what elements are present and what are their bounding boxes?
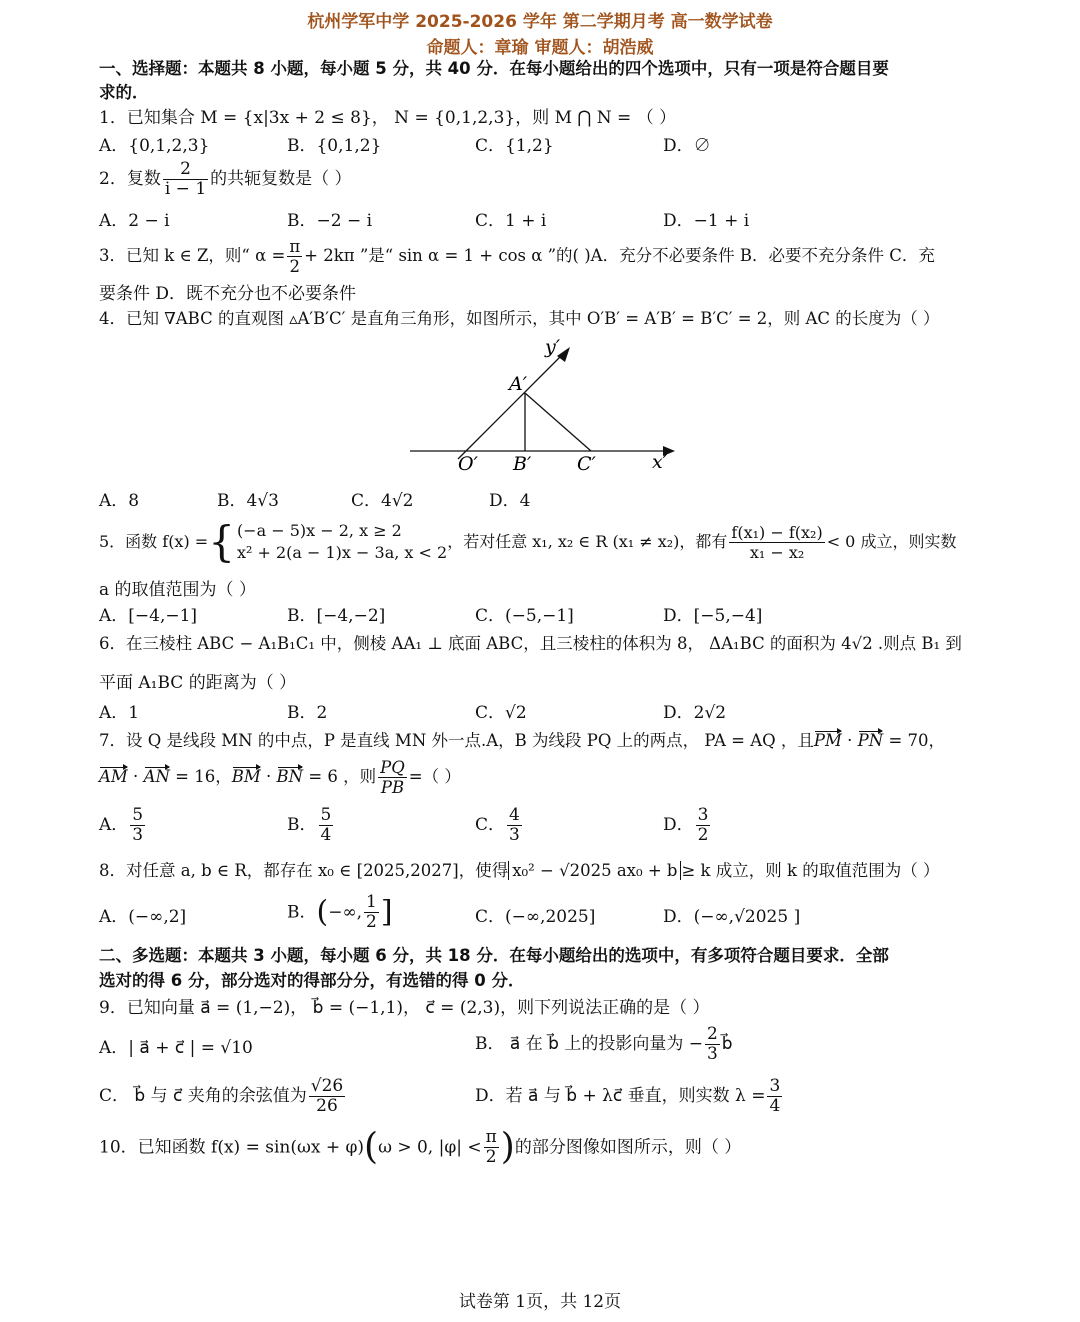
label-y: y′ [545,336,561,358]
q7-option-b [287,806,335,845]
q7-option-c [475,806,524,845]
q8-option-b-num: 1 [366,892,377,912]
q4-stem: 4．已知 ∇ABC 的直观图 ▵A′B′C′ 是直角三角形，如图所示，其中 O′B′ = A′B′ = B′C′ = 2，则 AC 的长度为（ ） [99,309,940,328]
q8-option-b-den: 2 [366,912,377,932]
q8-option-b-fraction [364,893,379,932]
q2-option-c: C．1 + i [475,211,547,231]
q7-option-b-fraction [319,806,334,845]
q3-fraction [287,237,302,276]
left-brace-icon: { [208,517,235,566]
q2-option-a: A．2 − i [99,211,170,231]
q4-option-c: C．4√2 [351,491,414,511]
q9-option-d-pre: D．若 a⃗ 与 b⃗ + λc⃗ 垂直，则实数 λ = [475,1086,766,1106]
q10-condition-num: π [485,1127,497,1147]
label-b: B′ [513,453,532,475]
vector-pn: PN [857,731,884,750]
section1-heading: 一、选择题：本题共 8 小题，每小题 5 分，共 40 分．在每小题给出的四个选项中，只有一项是符合题目要 [99,59,889,78]
q8-option-a: A．(−∞,2] [99,907,187,927]
q9-option-d-num: 3 [769,1076,781,1096]
q9-option-b-fraction [705,1025,720,1064]
q7-fraction [378,758,407,797]
q2-stem-post: 的共轭复数是（ ） [210,169,352,189]
q9-option-b-num: 2 [706,1024,718,1044]
q7-option-d [663,806,712,845]
q7-eq1: = 70， [883,731,946,750]
q5-piecewise [237,520,447,564]
q2-option-b: B．−2 − i [287,211,373,231]
q7-stem-line1: 7．设 Q 是线段 MN 的中点，P 是直线 MN 外一点.A，B 为线段 PQ 上的两点， PA = AQ ，且 [99,731,814,750]
q5-fraction [729,523,824,562]
q6-option-a: A．1 [99,703,140,723]
q2-option-d: D．−1 + i [663,211,750,231]
q9-option-c-num: √26 [310,1076,344,1096]
q1-option-b: B．{0,1,2} [287,136,382,156]
dot-operator: · [841,731,858,750]
q1-option-a: A．{0,1,2,3} [99,136,210,156]
q5-option-d: D．[−5,−4] [663,606,763,626]
left-paren-icon: ( [316,894,329,930]
q7-option-c-label: C． [475,815,506,835]
q7-option-a-fraction [130,806,145,845]
q7-option-a-label: A． [99,815,129,835]
vector-am: AM [99,767,128,786]
segment-a-c [525,393,591,451]
q5-piece-2: x² + 2(a − 1)x − 3a, x < 2 [236,543,448,562]
label-o: O′ [458,453,478,475]
q9-option-b-pre: B． a⃗ 在 b⃗ 上的投影向量为 − [475,1034,703,1054]
q10-condition-den: 2 [485,1147,497,1167]
label-a: A′ [509,373,528,395]
q9-option-d [475,1077,784,1116]
q2-fraction [163,160,208,199]
q5-piece-1: (−a − 5)x − 2, x ≥ 2 [236,521,402,540]
q8-absolute-value: x₀² − √2025 ax₀ + b [508,861,681,880]
q9-option-c [99,1077,347,1116]
label-c: C′ [577,453,596,475]
q6-option-b: B．2 [287,703,328,723]
vector-bn: BN [276,767,304,786]
q5-option-c: C．(−5,−1] [475,606,574,626]
q5-stem-pre: 5．函数 f(x) = [99,532,209,551]
q7-stem-cont [99,758,461,797]
q3-stem-post: + 2kπ ”是“ sin α = 1 + cos α ”的( )A．充分不必要条件 B．必要不充分条件 C．充 [304,246,935,265]
q1-stem: 1．已知集合 M = {x|3x + 2 ≤ 8}， N = {0,1,2,3}，则 M ⋂ N = （ ） [99,108,677,128]
section1-heading-cont: 求的． [99,83,149,102]
q7-eq3: = 6 ，则 [303,767,377,786]
q5-fraction-den: x₁ − x₂ [749,542,805,562]
q7-fraction-num: PQ [380,758,405,777]
q8-stem [99,860,940,882]
q1-option-c: C．{1,2} [475,136,554,156]
exam-title: 杭州学军中学 2025-2026 学年 第二学期月考 高一数学试卷 [307,12,773,32]
q7-option-d-den: 2 [697,825,709,845]
q9-option-d-fraction [767,1077,782,1116]
q5-fraction-num: f(x₁) − f(x₂) [731,522,823,542]
q9-option-a: A．| a⃗ + c⃗ | = √10 [99,1038,253,1058]
q4-option-a: A．8 [99,491,140,511]
q9-option-b-den: 3 [706,1044,718,1064]
q9-option-d-den: 4 [769,1096,781,1116]
q9-stem: 9．已知向量 a⃗ = (1,−2)， b⃗ = (−1,1)， c⃗ = (2,3)，则下列说法正确的是（ ） [99,998,710,1018]
q9-option-b [475,1025,733,1064]
q4-figure [405,336,680,476]
page-footer: 试卷第 1页，共 12页 [458,1292,622,1312]
q2-fraction-num: 2 [163,160,208,180]
q6-option-d: D．2√2 [663,703,727,723]
q10-stem [99,1128,741,1167]
q3-stem [99,237,935,276]
q5-option-a: A．[−4,−1] [99,606,198,626]
q7-option-d-fraction [696,806,711,845]
q9-option-c-den: 26 [316,1096,338,1116]
q8-option-c: C．(−∞,2025] [475,907,596,927]
q7-option-c-num: 4 [509,805,520,825]
q3-stem-cont: 要条件 D．既不充分也不必要条件 [99,284,357,304]
section2-heading-cont: 选对的得 6 分，部分选对的得部分分，有选错的得 0 分． [99,971,525,990]
q5-stem [99,517,957,566]
q8-option-b-label: B． [287,902,317,923]
q10-condition-fraction [484,1128,499,1167]
right-bracket-icon: ] [380,894,393,930]
q8-option-b [287,893,393,932]
right-paren-icon: ) [500,1126,515,1168]
q9-option-c-pre: C． b⃗ 与 c⃗ 夹角的余弦值为 [99,1086,307,1106]
dot-operator: · [127,767,144,786]
q4-option-b: B．4√3 [217,491,279,511]
q7-stem-post: =（ ） [408,767,461,786]
q7-option-c-fraction [507,806,522,845]
q7-option-a-num: 5 [132,805,144,825]
q5-stem-mid: ，若对任意 x₁, x₂ ∈ R (x₁ ≠ x₂)，都有 [447,532,728,551]
q7-option-b-den: 4 [320,825,332,845]
q3-fraction-den: 2 [289,257,300,276]
q10-stem-pre: 10．已知函数 f(x) = sin(ωx + φ) [99,1137,365,1158]
q7-option-c-den: 3 [509,825,520,845]
exam-authors: 命题人：章瑜 审题人：胡浩威 [426,38,654,58]
q7-option-a-den: 3 [132,825,144,845]
q3-fraction-num: π [289,237,301,256]
q6-option-c: C．√2 [475,703,527,723]
vector-bm: BM [231,767,261,786]
q2-stem-pre: 2．复数 [99,169,161,189]
y-axis [458,354,563,459]
q8-option-b-pre: −∞, [328,902,363,923]
q10-condition-pre: ω > 0, |φ| < [378,1137,482,1158]
vector-pm: PM [813,731,842,750]
q9-option-b-post: b⃗ [721,1034,733,1054]
q1-option-d: D．∅ [663,136,711,156]
q8-stem-post: ≥ k 成立，则 k 的取值范围为（ ） [681,861,940,880]
q7-option-a [99,806,147,845]
label-x: x′ [652,451,668,473]
q3-stem-pre: 3．已知 k ∈ Z，则“ α = [99,246,286,265]
vector-an: AN [143,767,170,786]
q8-option-d: D．(−∞,√2025 ] [663,907,801,927]
q7-eq2: = 16， [169,767,232,786]
q7-option-d-num: 3 [697,805,709,825]
q5-stem-cont: a 的取值范围为（ ） [99,580,256,600]
q9-option-c-fraction [309,1077,345,1116]
q10-stem-post: 的部分图像如图所示，则（ ） [514,1137,742,1158]
q7-option-b-label: B． [287,815,317,835]
q4-option-d: D．4 [489,491,531,511]
left-paren-icon: ( [364,1126,379,1168]
q7-option-d-label: D． [663,815,694,835]
section2-heading: 二、多选题：本题共 3 小题，每小题 6 分，共 18 分．在每小题给出的选项中，有多项符合题目要求．全部 [99,946,889,965]
q6-stem-cont: 平面 A₁BC 的距离为（ ） [99,673,297,693]
q6-stem: 6．在三棱柱 ABC − A₁B₁C₁ 中，侧棱 AA₁ ⊥ 底面 ABC，且三棱柱的体积为 8， ΔA₁BC 的面积为 4√2 .则点 B₁ 到 [99,634,962,653]
q5-stem-post: < 0 成立，则实数 [826,532,957,551]
q7-stem [99,730,945,752]
q8-stem-pre: 8．对任意 a, b ∈ R，都存在 x₀ ∈ [2025,2027]，使得 [99,861,509,880]
q2-fraction-den: i − 1 [164,179,207,199]
q2-stem [99,160,352,199]
q7-fraction-den: PB [380,778,405,797]
q5-option-b: B．[−4,−2] [287,606,386,626]
dot-operator: · [260,767,277,786]
q7-option-b-num: 5 [320,805,332,825]
